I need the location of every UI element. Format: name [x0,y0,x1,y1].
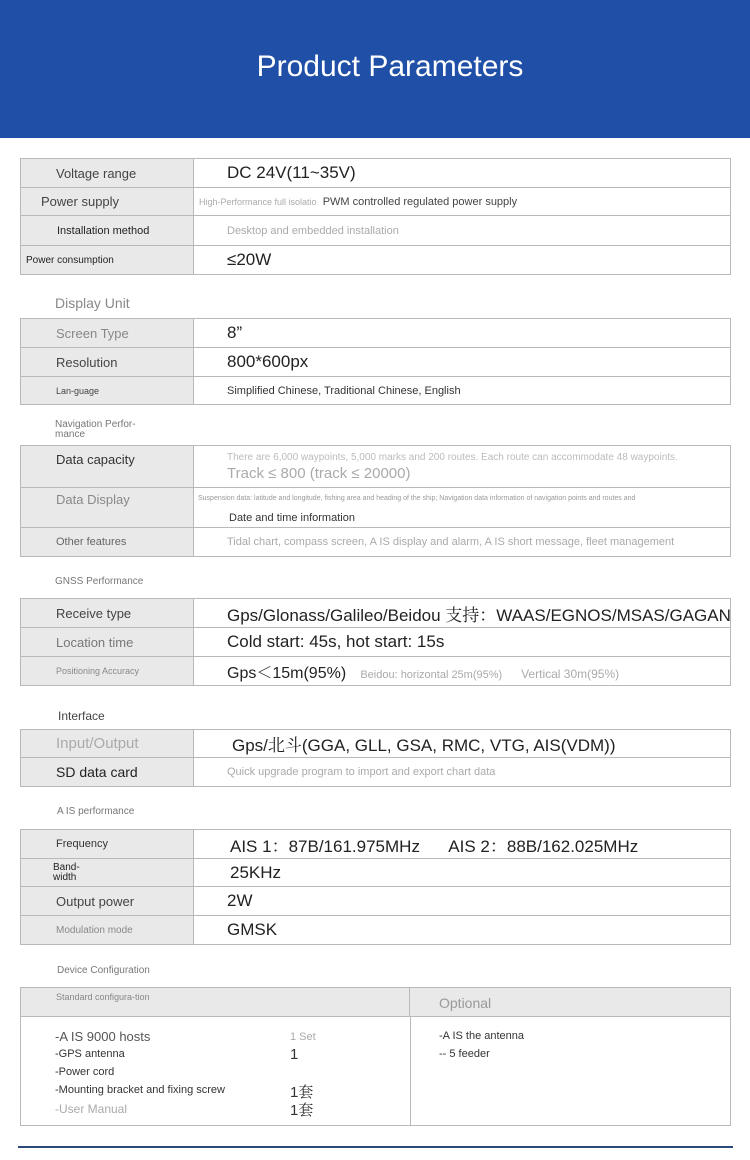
device-config-table [20,987,731,1126]
row-label: Screen Type [21,319,194,348]
column-divider [410,1017,411,1125]
row-value: Cold start: 45s, hot start: 15s [194,628,731,657]
row-value-text: Gps＜15m(95%) [227,664,347,682]
table-row [21,528,731,557]
table-row [21,319,731,348]
interface-table [20,729,731,787]
optional-item: -- 5 feeder [439,1048,490,1060]
row-value [194,188,731,216]
row-value-text: Suspension data: latitude and longitude, fishing area and heading of the ship; Navigation data information of navigation points and routes and [198,495,636,502]
row-label [21,859,194,887]
standard-item: -User Manual [55,1102,128,1116]
standard-header: Standard configura-tion [56,992,150,1002]
row-label: Data capacity [21,446,194,488]
row-label: Voltage range [21,159,194,188]
table-row [21,488,731,528]
section-title-gnss: GNSS Performance [55,576,144,587]
row-value: 800*600px [194,348,731,377]
row-value: Quick upgrade program to import and export chart data [194,758,731,787]
row-value: Gps/北斗(GGA, GLL, GSA, RMC, VTG, AIS(VDM)) [194,730,731,758]
optional-header: Optional [439,995,492,1011]
row-value-text: PWM controlled regulated power supply [322,195,518,208]
row-value: DC 24V(11~35V) [194,159,731,188]
row-label: Output power [21,887,194,916]
display-table [20,318,731,405]
row-value-text-2: AIS 2：88B/162.025MHz [448,836,639,856]
standard-item: -Power cord [55,1066,115,1078]
table-row [21,446,731,488]
table-row [21,657,731,686]
row-value [194,830,731,859]
optional-header-cell [410,988,730,1017]
gnss-table [20,598,731,686]
optional-item: -A IS the antenna [439,1030,525,1042]
row-label: Other features [21,528,194,557]
row-label: Resolution [21,348,194,377]
row-value [194,488,731,528]
row-value: Desktop and embedded installation [194,216,731,246]
table-row [21,159,731,188]
row-value: ≤20W [194,246,731,275]
navigation-table [20,445,731,557]
ais-table [20,829,731,945]
row-label: Frequency [21,830,194,859]
row-value [194,446,731,488]
table-row [21,599,731,628]
row-value: GMSK [194,916,731,945]
standard-header-cell [21,988,410,1017]
row-value: 25KHz [194,859,731,887]
row-label: Lan-guage [21,377,194,405]
row-label: Positioning Accuracy [21,657,194,686]
standard-item: -A IS 9000 hosts [55,1029,151,1044]
bottom-divider [18,1146,733,1148]
row-value-text-2: Beidou: horizontal 25m(95%) [360,668,503,681]
row-label: Modulation mode [21,916,194,945]
row-label: Receive type [21,599,194,628]
row-value: 2W [194,887,731,916]
table-row [21,216,731,246]
row-value: 8” [194,319,731,348]
section-title-display: Display Unit [55,295,130,311]
section-title-navigation: Navigation Perfor-mance [55,419,136,440]
row-label: Location time [21,628,194,657]
row-label: Input/Output [21,730,194,758]
standard-item-qty: 1套 [290,1102,314,1119]
row-value: Tidal chart, compass screen, A IS display and alarm, A IS short message, fleet management [194,528,731,557]
table-row [21,830,731,859]
row-value-text: AIS 1：87B/161.975MHz [230,836,420,856]
row-value [194,657,731,686]
section-title-interface: Interface [58,709,105,723]
standard-item: -GPS antenna [55,1048,125,1060]
standard-item-qty: 1 [290,1046,299,1063]
row-value-text-2: Track ≤ 800 (track ≤ 20000) [227,465,411,482]
row-label-text: Band-width [53,861,80,883]
table-row [21,188,731,216]
power-table [20,158,731,275]
table-row [21,730,731,758]
table-row [21,758,731,787]
row-label: Power supply [21,188,194,216]
row-label: Data Display [21,488,194,528]
row-value: Simplified Chinese, Traditional Chinese, English [194,377,731,405]
table-row [21,628,731,657]
table-row [21,916,731,945]
section-title-ais: A IS performance [57,806,135,817]
header-banner [0,0,750,138]
standard-item-qty: 1 Set [290,1031,316,1043]
row-value-text-2: Date and time information [229,512,355,524]
row-value-text-3: Vertical 30m(95%) [521,666,620,681]
page-title: Product Parameters [256,50,524,83]
row-label: Installation method [21,216,194,246]
row-value-text: There are 6,000 waypoints, 5,000 marks and 200 routes. Each route can accommodate 48 waypoints. [227,452,678,463]
table-row [21,887,731,916]
standard-item: -Mounting bracket and fixing screw [55,1084,225,1096]
section-title-device: Device Configuration [57,965,150,976]
table-row [21,348,731,377]
table-row [21,859,731,887]
row-label: Power consumption [21,246,194,275]
row-note: High-Performance full isolatio [199,196,317,207]
table-row [21,246,731,275]
table-row [21,377,731,405]
row-value: Gps/Glonass/Galileo/Beidou 支持：WAAS/EGNOS/MSAS/GAGAN [194,599,731,628]
standard-item-qty: 1套 [290,1084,314,1101]
row-label: SD data card [21,758,194,787]
